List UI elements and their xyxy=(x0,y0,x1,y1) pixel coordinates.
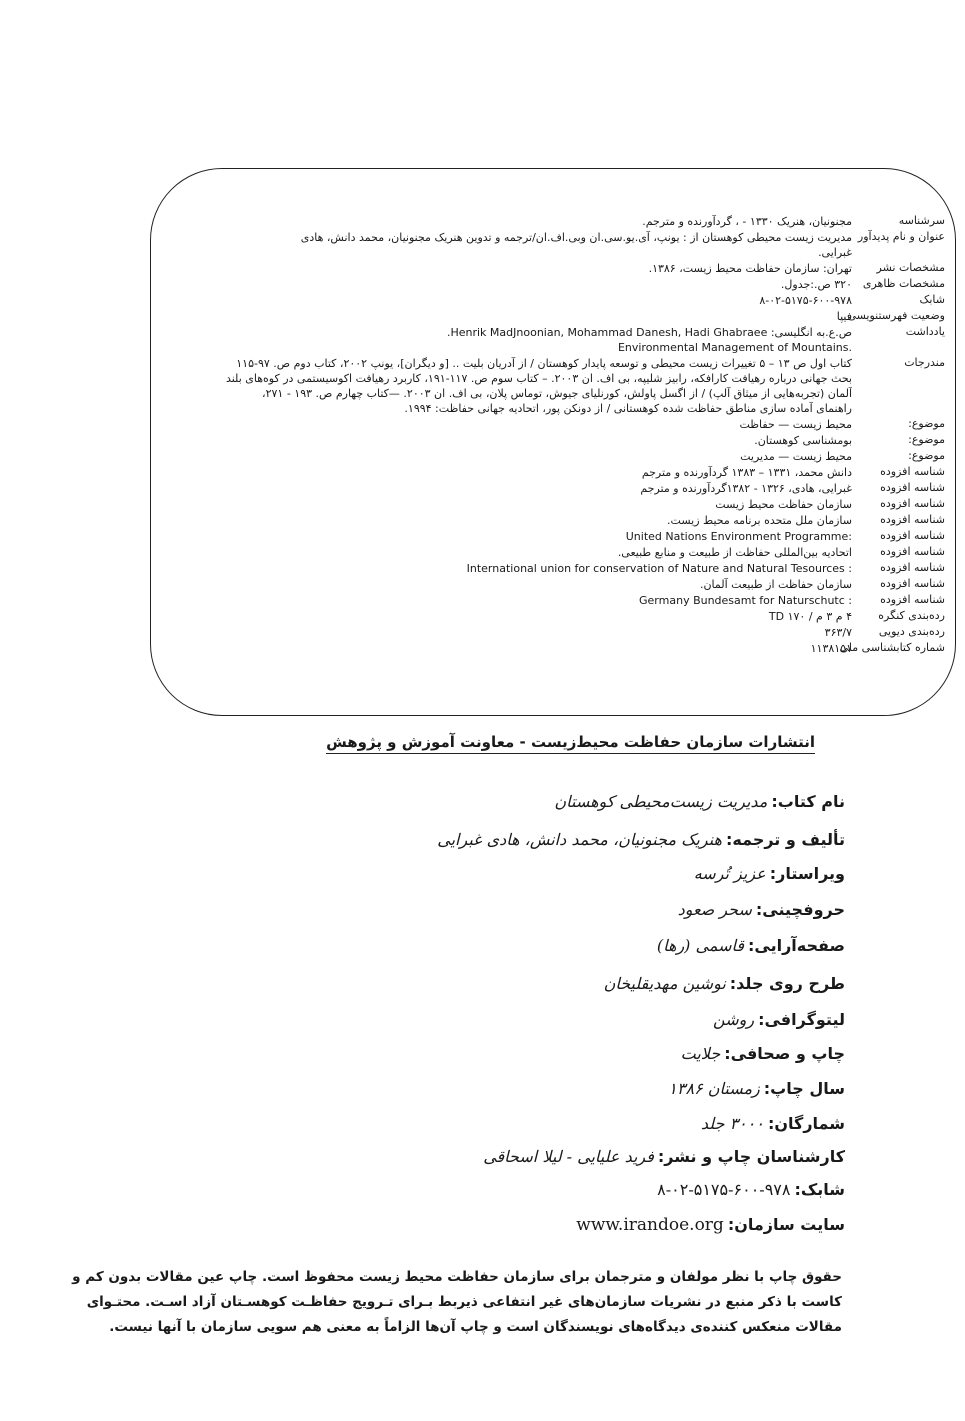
catalog-field-value xyxy=(165,214,852,229)
credit-value: سحر صعود xyxy=(677,900,752,919)
credit-line xyxy=(576,1213,845,1237)
credit-line xyxy=(437,828,845,852)
copyright-line: کاست با ذکر منبع در نشریات سازمان‌های غیر انتفاعی ذیربط بـرای تـرویج حفاظـت کوهسـتان آزاد اسـت. محتـوای xyxy=(86,1294,842,1310)
credit-key: چاپ و صحافی: xyxy=(724,1044,845,1063)
catalog-field-label: مندرجات xyxy=(904,356,945,369)
catalog-field-value xyxy=(165,465,852,480)
credit-value: نوشین مهدیقلیخان xyxy=(603,974,726,993)
catalog-value-line: مجنونیان، هنریک ۱۳۳۰ - ، گردآورنده و مترجم. xyxy=(642,215,852,228)
catalog-field-label: رده‌بندی دیویی xyxy=(878,625,945,638)
catalog-value-line: محیط زیست — حفاظت xyxy=(739,418,852,431)
catalog-field-value xyxy=(165,593,852,608)
catalog-value-line: ۱۱۳۸۱۵۱ xyxy=(810,642,852,655)
credit-key: طرح روی جلد: xyxy=(729,974,845,993)
catalog-value-line-latin: International union for conservation of Nature and Natural Tesources : xyxy=(466,562,852,575)
catalog-field-label: مشخصات نشر xyxy=(876,261,945,274)
catalog-field-label: وضعیت فهرستنویسی xyxy=(847,309,945,322)
credit-value: عزیز تُرسه xyxy=(693,864,766,883)
catalog-field-label: رده‌بندی کنگره xyxy=(878,609,945,622)
catalog-field-value xyxy=(165,325,852,355)
credit-key: سایت سازمان: xyxy=(727,1215,845,1234)
credit-value: زمستان ۱۳۸۶ xyxy=(668,1079,760,1098)
credit-line xyxy=(554,790,845,814)
catalog-value-line: ۳۶۳/۷ xyxy=(824,626,852,639)
catalog-field-label: شناسه افزوده xyxy=(880,497,945,510)
catalog-field-value xyxy=(165,497,852,512)
catalog-value-line: اتحادیه بین‌المللی حفاظت از طبیعت و منابع طبیعی. xyxy=(617,546,852,559)
credit-line xyxy=(701,1112,845,1136)
catalog-field-value xyxy=(165,625,852,640)
publisher-heading: انتشارات سازمان حفاظت محیط‌زیست - معاونت آموزش و پژوهش xyxy=(326,733,815,754)
catalog-value-line: تهران: سازمان حفاظت محیط زیست، ۱۳۸۶. xyxy=(648,262,852,275)
catalog-field-value xyxy=(165,449,852,464)
copyright-line: حقوق چاپ با نظر مولفان و مترجمان برای سازمان حفاظت محیط زیست محفوظ است. چاپ عین مقالات بدون کم و xyxy=(72,1269,842,1285)
credit-value: مدیریت زیست‌محیطی کوهستان xyxy=(554,792,768,811)
catalog-value-line: ۴ م ۳ م / ۱۷۰ TD xyxy=(768,610,852,623)
credit-line xyxy=(694,862,845,886)
credit-key: ویراستار: xyxy=(769,864,845,883)
catalog-field-value xyxy=(165,513,852,528)
catalog-field-label: شناسه افزوده xyxy=(880,561,945,574)
catalog-value-line: کتاب اول ص ۱۳ – ۵ تغییرات زیست محیطی و توسعه پایدار کوهستان / از آدریان بلیت .. [و دیگران]، یونپ ۲۰۰۲، کتاب دوم ص. ۹۷-۱۱۵ xyxy=(236,357,852,370)
catalog-value-line-latin: Environmental Management of Mountains. xyxy=(617,341,852,354)
catalog-field-label: سرشناسه xyxy=(898,214,945,227)
catalog-value-line: سازمان ملل متحده برنامه محیط زیست. xyxy=(667,514,852,527)
credit-key: شمارگان: xyxy=(767,1114,845,1133)
catalog-field-label: شناسه افزوده xyxy=(880,529,945,542)
credit-key: شابک: xyxy=(794,1180,845,1199)
catalog-field-value xyxy=(165,545,852,560)
catalog-value-line: بومشناسی کوهستان. xyxy=(754,434,852,447)
catalog-value-line: ۸-۰۲-۵۱۷۵-۶۰۰-۹۷۸ xyxy=(759,294,852,307)
catalog-value-line: غبرایی. xyxy=(818,246,852,259)
catalog-value-line-latin: United Nations Environment Programme: xyxy=(625,530,852,543)
catalog-field-label: شناسه افزوده xyxy=(880,593,945,606)
catalog-field-label: شناسه افزوده xyxy=(880,577,945,590)
credit-key: سال چاپ: xyxy=(763,1079,845,1098)
catalog-field-value xyxy=(165,609,852,624)
catalog-field-value xyxy=(165,561,852,576)
credit-value: فرید علیایی - لیلا اسحاقی xyxy=(483,1147,654,1166)
catalog-value-line: سازمان حفاظت از طبیعت آلمان. xyxy=(699,578,852,591)
credit-value: جلایت xyxy=(680,1044,721,1063)
catalog-field-value xyxy=(165,433,852,448)
catalog-field-value xyxy=(165,356,852,416)
catalog-field-value xyxy=(165,277,852,292)
catalog-field-label: یادداشت xyxy=(905,325,945,338)
credit-value: www.irandoe.org xyxy=(576,1215,724,1235)
catalog-value-line: راهنمای آماده سازی مناطق حفاظت شده کوهستانی / از دونکن پور، اتحادیه جهانی حفاظت: ۱۹۹۴. xyxy=(404,402,852,415)
catalog-field-label: شناسه افزوده xyxy=(880,465,945,478)
catalog-value-line: ۳۲۰ ص.:جدول. xyxy=(780,278,852,291)
catalog-value-line: ص.ع.به انگلیسی: Henrik MadJnoonian, Mohammad Danesh, Hadi Ghabraee. xyxy=(446,326,852,339)
credit-key: لیتوگرافی: xyxy=(758,1010,845,1029)
credit-key: کارشناسان چاپ و نشر: xyxy=(657,1147,845,1166)
catalog-field-value xyxy=(165,417,852,432)
catalog-value-line: سازمان حفاظت محیط زیست xyxy=(715,498,852,511)
catalog-field-value xyxy=(165,641,852,656)
credit-value: ۹۷۸-۶۰۰-۵۱۷۵-۰۲-۸ xyxy=(657,1180,791,1199)
catalog-value-line: آلمان (تجربه‌هایی از میثاق آلپ) / از اگسل پاولش، کورنلیای جیوش، توماس پلان، بی اف. ان ۲۰۰۳. —کتاب چهارم ص. ۱۹۳ - ۲۷۱، xyxy=(262,387,852,400)
credit-key: تألیف و ترجمه: xyxy=(725,830,845,849)
credit-value: ۳۰۰۰ جلد xyxy=(700,1114,764,1133)
credit-line xyxy=(604,972,845,996)
credit-key: نام کتاب: xyxy=(771,792,845,811)
catalog-field-label: موضوع: xyxy=(908,433,945,446)
credit-line xyxy=(483,1145,845,1169)
catalog-value-line: محیط زیست — مدیریت xyxy=(740,450,852,463)
credit-line xyxy=(713,1008,845,1032)
credit-value: قاسمی (رها) xyxy=(656,936,745,955)
catalog-field-value xyxy=(165,293,852,308)
catalog-field-label: موضوع: xyxy=(908,449,945,462)
catalog-field-value xyxy=(165,529,852,544)
credit-line xyxy=(681,1042,845,1066)
catalog-value-line-latin: Germany Bundesamt for Naturschutc : xyxy=(639,594,852,607)
credit-value: هنریک مجنونیان، محمد دانش، هادی غبرایی xyxy=(437,830,722,849)
catalog-field-label: موضوع: xyxy=(908,417,945,430)
copyright-notice xyxy=(72,1265,842,1340)
credit-key: حروفچینی: xyxy=(755,900,845,919)
catalog-value-line: دانش محمد، ۱۳۳۱ – ۱۳۸۳ گردآورنده و مترجم xyxy=(641,466,852,479)
copyright-line: مقالات منعکس کننده‌ی دیدگاه‌های نویسندگان است و چاپ آن‌ها الزاماً به معنی هم سویی سازمان با آنها نیست. xyxy=(109,1319,842,1335)
credit-line xyxy=(668,1077,845,1101)
catalog-value-line: فیپا xyxy=(836,310,852,323)
catalog-value-line: مدیریت زیست محیطی کوهستان از : یونپ، آی.یو.سی.ان وبی.اف.ان/ترجمه و تدوین هنریک مجنونیان، محمد دانش، هادی xyxy=(300,231,852,244)
catalog-field-label: عنوان و نام پدیدآور xyxy=(857,230,945,243)
catalog-field-value xyxy=(165,481,852,496)
credit-line xyxy=(657,1178,845,1202)
catalog-field-value xyxy=(165,261,852,276)
catalog-field-value xyxy=(165,577,852,592)
catalog-field-label: شناسه افزوده xyxy=(880,513,945,526)
credit-line xyxy=(678,898,845,922)
credit-line xyxy=(657,934,845,958)
credit-value: روشن xyxy=(713,1010,755,1029)
credit-key: صفحه‌آرایی: xyxy=(748,936,845,955)
catalog-field-label: شناسه افزوده xyxy=(880,545,945,558)
catalog-field-label: شابک xyxy=(919,293,945,306)
catalog-field-value xyxy=(165,309,852,324)
catalog-field-label: مشخصات ظاهری xyxy=(862,277,945,290)
catalog-value-line: بحث جهانی درباره رهیافت کارافکه، رابیز شلیپه، بی اف. ان ۲۰۰۳. – کتاب سوم ص. ۱۱۷-۱۹۱، کاربرد رهیافت اکوسیستمی در کوه‌های بلند xyxy=(225,372,852,385)
catalog-field-value xyxy=(165,230,852,260)
catalog-value-line: غبرایی، هادی، ۱۳۲۶ - ۱۳۸۲گردآورنده و مترجم xyxy=(640,482,852,495)
catalog-field-label: شناسه افزوده xyxy=(880,481,945,494)
catalog-field-label: شماره کتابشناسی ملی xyxy=(839,641,945,654)
